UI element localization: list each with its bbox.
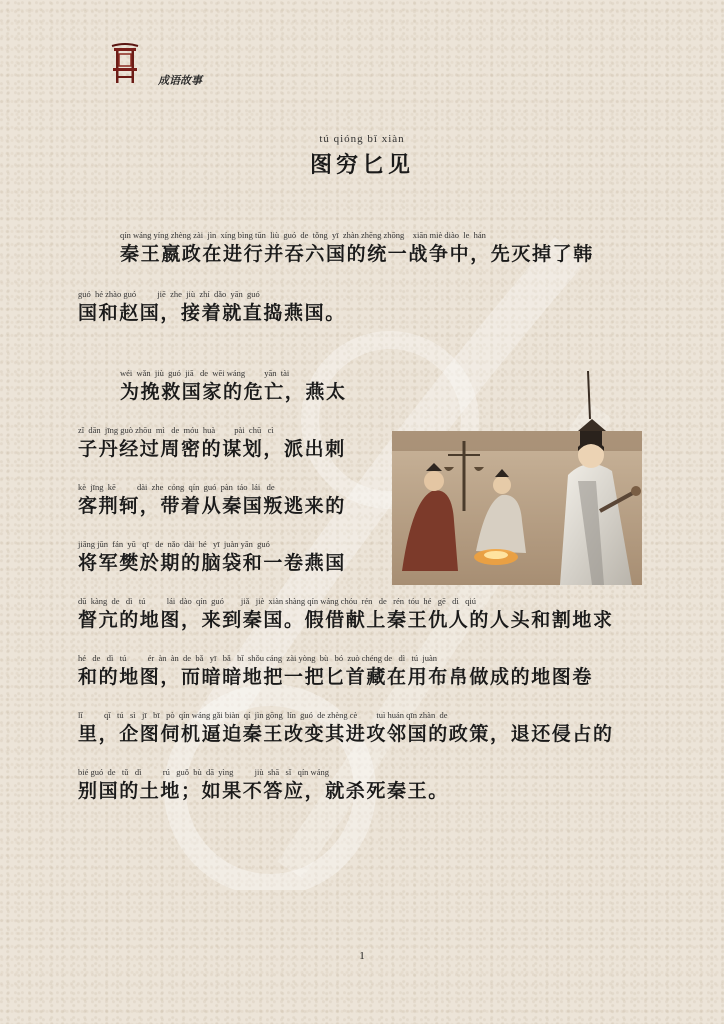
story-illustration	[392, 371, 642, 585]
pinyin-line: hé de dì tú ér àn àn de bǎ yī bǎ bǐ shǒu cáng zài yòng bù bó zuò chéng de dì tú juàn	[78, 653, 438, 663]
text-line	[78, 652, 593, 690]
pinyin-line: dū kàng de dì tú lái dào qín guó jiǎ jiè xiàn shàng qín wáng chóu rén de rén tóu hé gē dì qiú	[78, 596, 477, 606]
text-line	[78, 766, 449, 804]
page-title: 图穷匕见	[309, 152, 414, 178]
hanzi-line: 督亢的地图，来到秦国。假借献上秦王仇人的人头和割地求	[78, 609, 614, 631]
pinyin-line: lǐ qǐ tú sì jī bī pò qín wáng gǎi biàn qí jìn gōng lín guó de zhèng cè tuì huán qīn zhàn de	[78, 710, 448, 720]
hanzi-line: 里，企图伺机逼迫秦王改变其进攻邻国的政策，退还侵占的	[78, 723, 614, 745]
pinyin-line: bié guó de tǔ dì rú guǒ bù dā yìng jiù shā sǐ qín wáng	[78, 767, 329, 777]
chair-icon	[108, 42, 142, 86]
text-line	[78, 424, 346, 462]
text-line	[78, 481, 346, 519]
pinyin-line: jiāng jūn fán yū qī de nǎo dài hé yī juàn yān guó	[78, 539, 270, 549]
hanzi-line: 为挽救国家的危亡，燕太	[120, 381, 347, 403]
hanzi-line: 将军樊於期的脑袋和一卷燕国	[78, 552, 346, 574]
pinyin-line: zǐ dān jīng guò zhōu mì de móu huà pài chū cì	[78, 425, 274, 435]
pinyin-line: guó hé zhào guó jiē zhe jiù zhí dǎo yān guó	[78, 289, 260, 299]
hanzi-line: 和的地图，而暗暗地把一把匕首藏在用布帛做成的地图卷	[78, 666, 594, 688]
page-number: 1	[359, 950, 365, 962]
text-line	[78, 288, 346, 326]
text-line	[120, 229, 594, 267]
text-line	[120, 367, 347, 405]
pinyin-line: wéi wǎn jiù guó jiā de wēi wáng yān tài	[120, 368, 290, 378]
pinyin-line: qín wáng yíng zhèng zài jìn xíng bìng tūn liù guó de tǒng yī zhàn zhēng zhōng xiān miè diào le hán	[120, 230, 486, 240]
title-pinyin: tú qióng bǐ xiàn	[319, 133, 405, 145]
text-line	[78, 595, 614, 633]
hanzi-line: 别国的土地；如果不答应，就杀死秦王。	[78, 780, 449, 802]
hanzi-line: 国和赵国，接着就直捣燕国。	[78, 302, 346, 324]
pinyin-line: kè jīng kē dài zhe cóng qín guó pàn táo lái de	[78, 482, 275, 492]
hanzi-line: 子丹经过周密的谋划，派出刺	[78, 438, 346, 460]
hanzi-line: 秦王嬴政在进行并吞六国的统一战争中，先灭掉了韩	[120, 243, 594, 265]
hanzi-line: 客荆轲，带着从秦国叛逃来的	[78, 495, 346, 517]
text-line	[78, 709, 614, 747]
text-line	[78, 538, 346, 576]
header-label: 成语故事	[158, 74, 202, 87]
